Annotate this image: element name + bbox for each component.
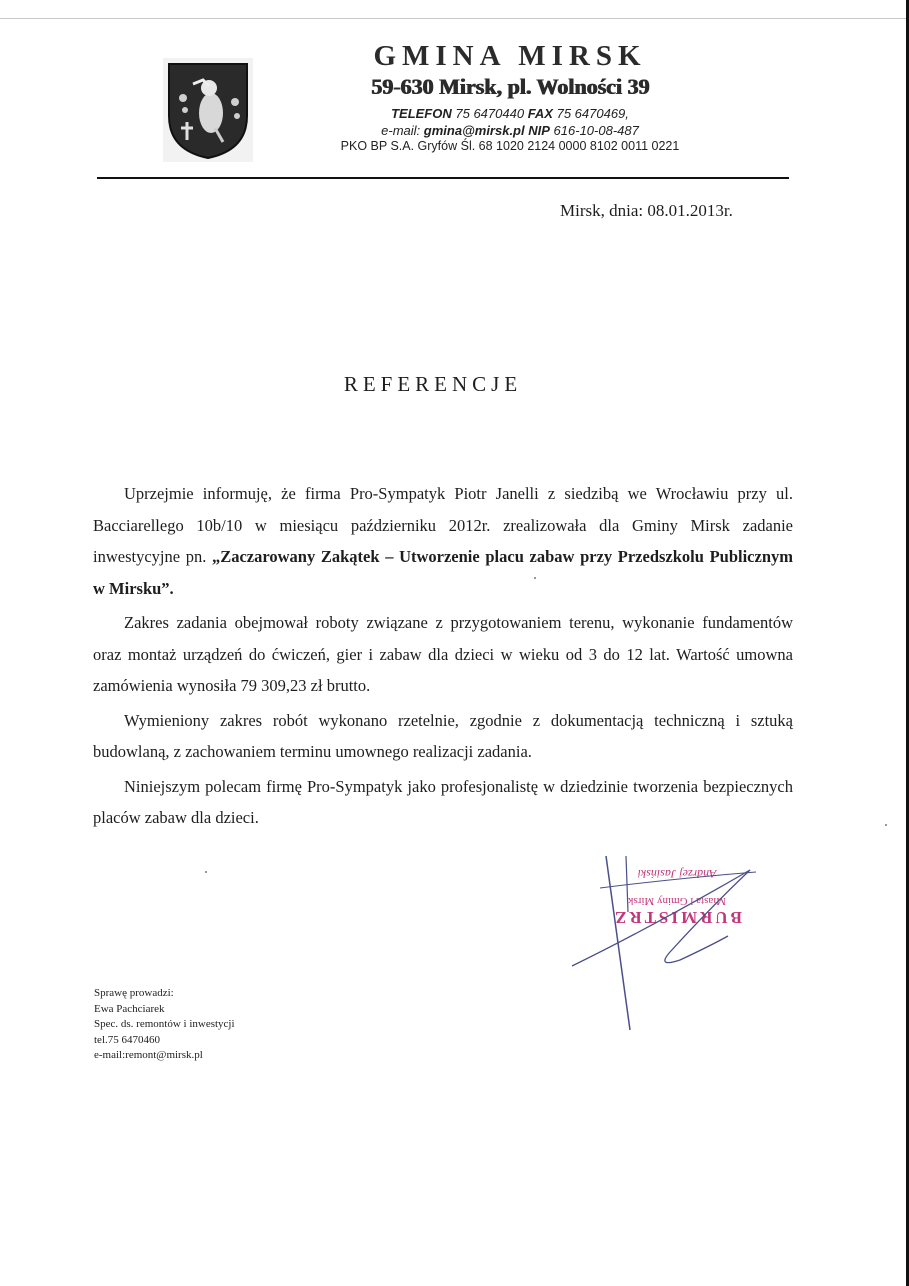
bank-account-line: PKO BP S.A. Gryfów Śl. 68 1020 2124 0000 8102 0011 0221 xyxy=(340,139,680,153)
phone-number: 75 6470440 xyxy=(455,106,525,121)
footer-line-2: Ewa Pachciarek xyxy=(94,1002,165,1015)
stamp-title: BURMISTRZ xyxy=(612,908,742,927)
fax-number: 75 6470469, xyxy=(556,106,629,121)
phone-label: TELEFON xyxy=(391,106,452,121)
document-heading: REFERENCJE xyxy=(343,372,523,396)
letter-body xyxy=(93,478,793,834)
email-address: gmina@mirsk.pl xyxy=(423,123,525,138)
footer-line-4: tel.75 6470460 xyxy=(94,1033,160,1046)
scan-speck xyxy=(534,577,536,579)
scan-speck xyxy=(205,871,207,873)
paragraph-1-text: Uprzejmie informuję, że firma Pro-Sympatyk Piotr Janelli z siedzibą we Wrocławiu przy ul. Bacciarellego 10b/10 w miesiącu październiku 2012r. zrealizowała dla Gminy Mirsk zadanie inwestycyjne pn. xyxy=(93,484,793,566)
email-label: e-mail: xyxy=(381,123,421,138)
municipality-title: GMINA MIRSK xyxy=(373,40,647,72)
project-name: „Zaczarowany Zakątek – Utworzenie placu zabaw przy Przedszkolu Publicznym w Mirsku”. xyxy=(93,547,793,598)
paragraph-2: Zakres zadania obejmował roboty związane z przygotowaniem terenu, wykonanie fundamentów oraz montaż urządzeń do ćwiczeń, gier i zabaw dla dzieci w wieku od 3 do 12 lat. Wartość umowna zamówienia wynosiła 79 309,23 zł brutto. xyxy=(93,613,793,695)
nip-label: NIP xyxy=(528,123,550,138)
coat-of-arms-emblem xyxy=(163,58,253,162)
footer-line-5: e-mail:remont@mirsk.pl xyxy=(94,1049,203,1061)
stamp-name: Andrzej Jasiński xyxy=(637,867,717,881)
phone-fax-line xyxy=(260,106,760,121)
paragraph-4: Niniejszym polecam firmę Pro-Sympatyk jako profesjonalistę w dziedzinie tworzenia bezpiecznych placów zabaw dla dzieci. xyxy=(93,776,793,827)
footer-line-1: Sprawę prowadzi: xyxy=(94,987,174,999)
footer-line-3: Spec. ds. remontów i inwestycji xyxy=(94,1018,235,1030)
email-nip-line xyxy=(260,123,760,138)
scan-edge-top xyxy=(0,18,909,19)
header-divider xyxy=(97,177,789,179)
stamp-subtitle: Miasta i Gminy Mirsk xyxy=(627,895,727,907)
paragraph-3: Wymieniony zakres robót wykonano rzetelnie, zgodnie z dokumentacją techniczną i sztuką budowlaną, z zachowaniem terminu umownego realizacji zadania. xyxy=(93,710,793,761)
municipality-address: 59-630 Mirsk, pl. Wolności 39 xyxy=(370,74,650,99)
scan-speck xyxy=(885,824,887,826)
letter-date: Mirsk, dnia: 08.01.2013r. xyxy=(560,201,733,220)
case-officer-info xyxy=(94,986,235,1064)
handwritten-signature xyxy=(560,848,760,1033)
fax-label: FAX xyxy=(527,106,553,121)
nip-number: 616-10-08-487 xyxy=(553,123,639,138)
paragraph-1 xyxy=(93,478,793,604)
